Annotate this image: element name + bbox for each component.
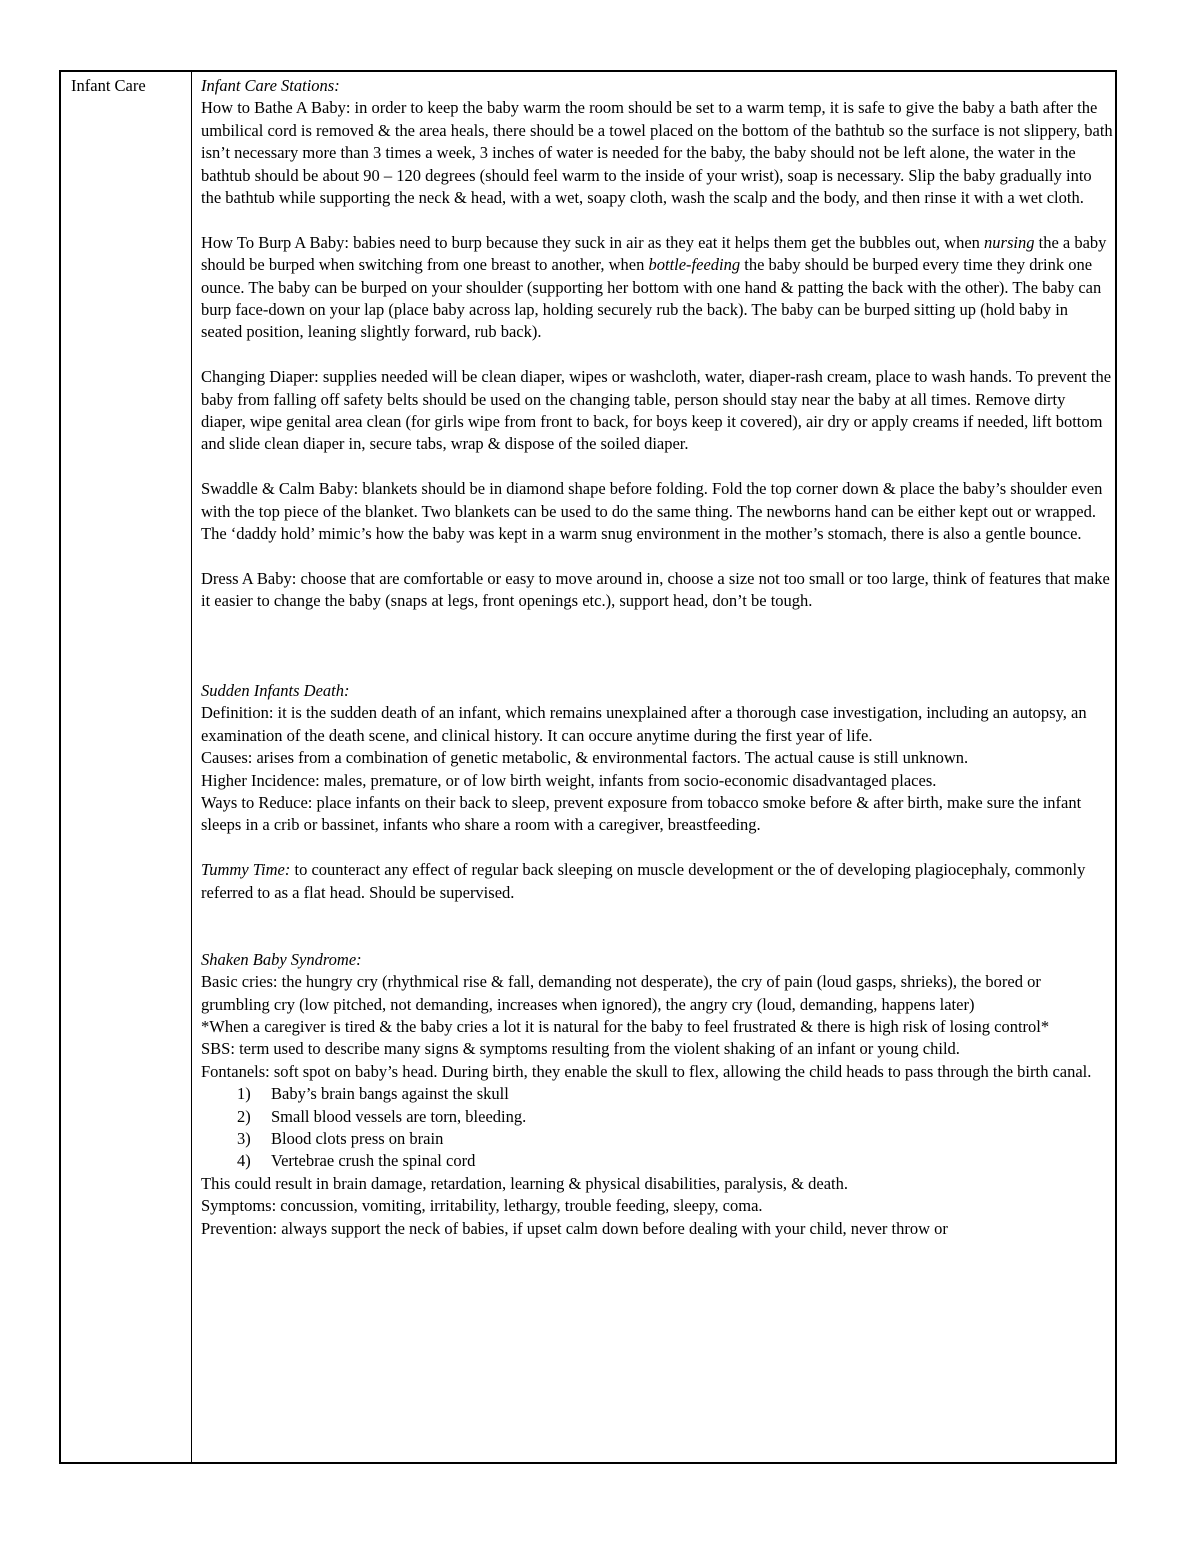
- sids-definition: Definition: it is the sudden death of an infant, which remains unexplained after a thorough case investigation, including an autopsy, an examination of the death scene, and clinical history. It can occure anytime during the first year of life.: [201, 703, 1087, 745]
- list-item: [201, 1083, 1113, 1105]
- sids-heading: Sudden Infants Death:: [201, 680, 350, 700]
- list-number: 2): [237, 1106, 251, 1126]
- sids-causes: Causes: arises from a combination of genetic metabolic, & environmental factors. The actual cause is still unknown.: [201, 748, 969, 768]
- burp-paragraph: [201, 232, 1113, 344]
- notes-table: [59, 70, 1117, 1464]
- list-item: [201, 1128, 1113, 1150]
- sbs-result: This could result in brain damage, retardation, learning & physical disabilities, paralysis, & death.: [201, 1173, 848, 1193]
- list-text: Baby’s brain bangs against the skull: [271, 1084, 509, 1104]
- notes-content: [201, 75, 1113, 1240]
- sbs-symptoms: Symptoms: concussion, vomiting, irritability, lethargy, trouble feeding, sleepy, coma.: [201, 1196, 763, 1216]
- tummy-label: Tummy Time:: [201, 860, 291, 880]
- burp-text-3: the baby should be burped every time they drink one ounce. The baby can be burped on your shoulder (supporting her bottom with one hand & patting the back with the other). The baby can burp face-down on your lap (place baby across lap, holding securely rub the back). The baby can be burped sitting up (hold baby in seated position, leaning slightly forward, rub back).: [201, 255, 1102, 342]
- burp-text-1: How To Burp A Baby: babies need to burp because they suck in air as they eat it helps them get the bubbles out, when: [201, 232, 985, 252]
- sids-reduce: Ways to Reduce: place infants on their back to sleep, prevent exposure from tobacco smoke before & after birth, make sure the infant sleeps in a crib or bassinet, infants who share a room with a caregiver, breastfeeding.: [201, 792, 1082, 835]
- list-text: Small blood vessels are torn, bleeding.: [271, 1106, 527, 1126]
- tummy-paragraph: [201, 859, 1113, 904]
- sids-incidence: Higher Incidence: males, premature, or of low birth weight, infants from socio-economic disadvantaged places.: [201, 770, 937, 790]
- burp-italic-bottle: bottle-feeding: [648, 255, 741, 275]
- list-number: 1): [237, 1084, 251, 1104]
- swaddle-paragraph: Swaddle & Calm Baby: blankets should be in diamond shape before folding. Fold the top corner down & place the baby’s shoulder even with the top piece of the blanket. Two blankets can be used to do the same thing. The newborns hand can be either kept out or wrapped. The ‘daddy hold’ mimic’s how the baby was kept in a warm snug environment in the mother’s stomach, there is also a gentle bounce.: [201, 479, 1103, 544]
- list-text: Blood clots press on brain: [271, 1128, 444, 1148]
- row-label: Infant Care: [71, 76, 146, 95]
- list-item: [201, 1106, 1113, 1128]
- tummy-text: to counteract any effect of regular back sleeping on muscle development or the of developing plagiocephaly, commonly referred to as a flat head. Should be supervised.: [201, 860, 1086, 902]
- list-text: Vertebrae crush the spinal cord: [271, 1151, 476, 1171]
- sbs-cries: Basic cries: the hungry cry (rhythmical rise & fall, demanding not desperate), the cry of pain (loud gasps, shrieks), the bored or grumbling cry (low pitched, not demanding, increases when ignored), the angry cry (loud, demanding, happens later): [201, 972, 1041, 1014]
- list-number: 3): [237, 1128, 251, 1148]
- bathe-paragraph: How to Bathe A Baby: in order to keep the baby warm the room should be set to a warm temp, it is safe to give the baby a bath after the umbilical cord is removed & the area heals, there should be a towel placed on the bottom of the bathtub so the surface is not slippery, bath isn’t necessary more than 3 times a week, 3 inches of water is needed for the baby, the baby should not be left alone, the water in the bathtub should be about 90 – 120 degrees (should feel warm to the inside of your wrist), soap is necessary. Slip the baby gradually into the bathtub while supporting the neck & head, with a wet, soapy cloth, wash the scalp and the body, and then rinse it with a wet cloth.: [201, 98, 1113, 208]
- burp-italic-nursing: nursing: [984, 232, 1035, 252]
- diaper-paragraph: Changing Diaper: supplies needed will be clean diaper, wipes or washcloth, water, diaper-rash cream, place to wash hands. To prevent the baby from falling off safety belts should be used on the changing table, person should stay near the baby at all times. Remove dirty diaper, wipe genital area clean (for girls wipe from front to back, for boys keep it covered), air dry or apply creams if needed, lift bottom and slide clean diaper in, secure tabs, wrap & dispose of the soiled diaper.: [201, 367, 1112, 454]
- column-divider: [191, 72, 192, 1462]
- dress-paragraph: Dress A Baby: choose that are comfortable or easy to move around in, choose a size not too small or too large, think of features that make it easier to change the baby (snaps at legs, front openings etc.), support head, don’t be tough.: [201, 568, 1110, 611]
- sbs-fontanels: Fontanels: soft spot on baby’s head. During birth, they enable the skull to flex, allowing the child heads to pass through the birth canal.: [201, 1061, 1092, 1081]
- sbs-definition: SBS: term used to describe many signs & symptoms resulting from the violent shaking of an infant or young child.: [201, 1039, 960, 1059]
- sbs-note: *When a caregiver is tired & the baby cries a lot it is natural for the baby to feel frustrated & there is high risk of losing control*: [201, 1016, 1050, 1036]
- burp-text-2: the a baby should be burped when switching from one breast to another, when: [201, 232, 1107, 275]
- stations-heading: Infant Care Stations:: [201, 76, 340, 95]
- list-number: 4): [237, 1151, 251, 1171]
- sbs-prevention: Prevention: always support the neck of babies, if upset calm down before dealing with your child, never throw or: [201, 1218, 948, 1238]
- list-item: [201, 1150, 1113, 1172]
- sbs-steps-list: [201, 1083, 1113, 1173]
- sbs-heading: Shaken Baby Syndrome:: [201, 949, 362, 969]
